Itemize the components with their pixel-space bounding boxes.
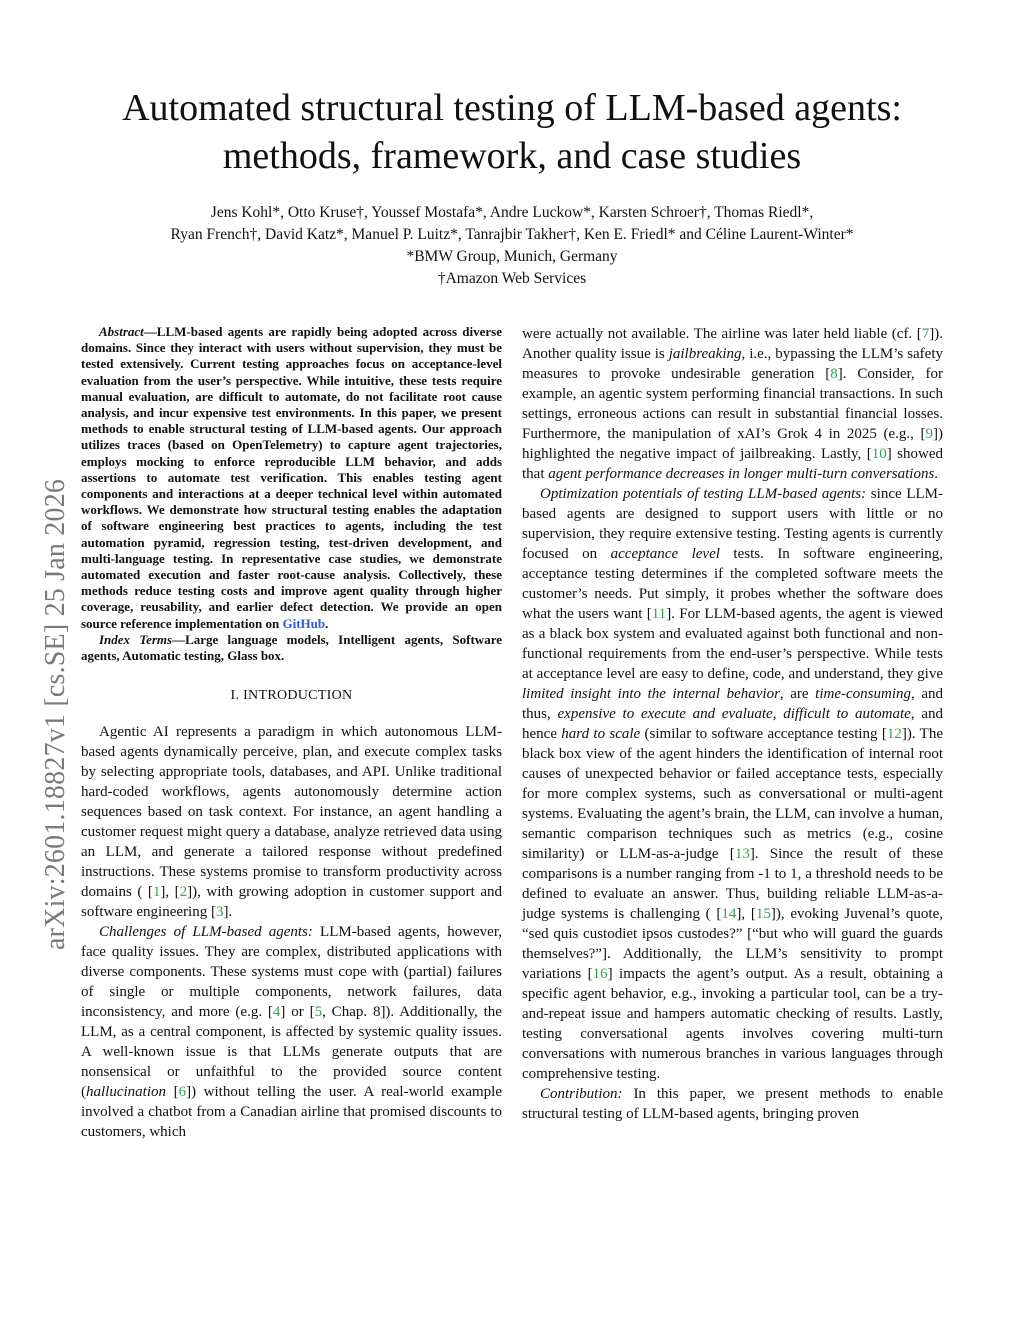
opt-text-e: , and thus,: [522, 686, 943, 722]
index-terms: [81, 632, 502, 664]
opt-text-g: , and hence: [522, 706, 943, 742]
opt-text-i: ]). The black box view of the agent hinders the identification of internal root causes of unexpected behavior or failed acceptance tests, especially for more complex systems, such as conversational or multi-agent systems. Evaluating the agent’s brain, the LLM, can involve a human, semantic comparison techniques such as metrics (e.g., cosine similarity) or LLM-as-a-judge [: [522, 726, 943, 862]
citation-3[interactable]: 3: [215, 904, 224, 921]
contribution-text: In this paper, we present methods to enable structural testing of LLM-based agents, bringing proven: [522, 1086, 943, 1122]
challenges-text-d: [: [166, 1084, 179, 1101]
citation-7[interactable]: 7: [921, 326, 930, 342]
opt-text-h: (similar to software acceptance testing [: [640, 726, 887, 742]
challenges-label: Challenges of LLM-based agents:: [99, 924, 313, 941]
index-terms-label: Index Terms: [99, 631, 173, 647]
citation-13[interactable]: 13: [734, 846, 750, 862]
opt-text-a: since LLM-based agents are designed to support users with little or no supervision, they require extensive testing. Testing agents is currently focused on: [522, 486, 944, 562]
abstract-end: .: [325, 615, 329, 631]
right-text-f: ] showed that: [522, 446, 943, 482]
right-text-c: , i.e., bypassing the LLM’s safety measures to provoke undesirable generation [: [522, 346, 943, 382]
right-text-d: ]. Consider, for example, an agentic system performing financial transactions. In such settings, erroneous actions can result in substantial financial losses. Furthermore, the manipulation of xAI’s Grok 4 in 2025 (e.g., [: [522, 366, 943, 442]
abstract-label: Abstract: [99, 324, 144, 339]
citation-6[interactable]: 6: [178, 1084, 187, 1101]
abstract: [81, 324, 502, 632]
arxiv-identifier: arXiv:2601.18827v1 [cs.SE] 25 Jan 2026: [40, 478, 71, 950]
section-heading-introduction: I. INTRODUCTION: [230, 688, 353, 704]
citation-10[interactable]: 10: [871, 446, 887, 462]
right-text-a: were actually not available. The airline was later held liable (cf. [: [522, 326, 922, 342]
opt-text-l: ]), evoking Juvenal’s quote, “sed quis custodiet ipsos custodes?” [“but who will guard the guards themselves?”]. Additionally, the LLM’s sensitivity to prompt variations [: [522, 906, 943, 982]
challenges-text-c: , Chap. 8]). Additionally, the LLM, as a central component, is affected by systemic quality issues. A well-known issue is that LLMs generate outputs that are nonsensical or unfaithful to the provided source content (: [81, 1004, 502, 1101]
citation-9[interactable]: 9: [925, 426, 933, 442]
citation-16[interactable]: 16: [592, 966, 608, 982]
challenges-text-b: ] or [: [280, 1004, 315, 1021]
hard-to-scale-emphasis: hard to scale: [561, 726, 641, 742]
opt-text-b: tests. In software engineering, acceptance testing determines if the completed software meets the customer’s needs. Put simply, it probes whether the software does what the users want [: [522, 546, 943, 622]
intro-text-c: ]), with growing adoption in customer support and software engineering [: [81, 884, 502, 921]
acceptance-level-term: acceptance level: [610, 546, 720, 562]
author-block: [80, 202, 944, 290]
right-text-e: ]) highlighted the negative impact of jailbreaking. Lastly, [: [522, 426, 943, 462]
github-link[interactable]: GitHub: [282, 615, 326, 631]
citation-15[interactable]: 15: [755, 906, 771, 922]
intro-text-d: ].: [223, 904, 233, 921]
opt-text-j: ]. Since the result of these comparisons is a number ranging from -1 to 1, a threshold needs to be defined to evaluate an answer. Thus, building reliable LLM-as-a-judge systems is challenging ( [: [522, 846, 944, 922]
opt-text-k: ], [: [736, 906, 756, 922]
intro-text-a: Agentic AI represents a paradigm in which autonomous LLM-based agents dynamically perceive, plan, and execute complex tasks by selecting appropriate tools, databases, and API. Unlike traditional hard-coded workflows, agents autonomously determine action sequences based on task context. For instance, an agent handling a customer request might query a database, analyze retrieved data using an LLM, and generate a tailored response without predefined instructions. These systems promise to transform productivity across domains ( [: [81, 724, 502, 901]
citation-1[interactable]: 1: [152, 884, 161, 901]
citation-8[interactable]: 8: [830, 366, 838, 382]
intro-paragraph-1: [81, 722, 502, 922]
citation-11[interactable]: 11: [651, 606, 667, 622]
opt-text-f: ,: [772, 706, 784, 722]
optimization-paragraph: [522, 484, 943, 1084]
limited-insight-emphasis: limited insight into the internal behavior: [522, 686, 780, 702]
opt-text-d: , are: [779, 686, 816, 702]
expensive-emphasis: expensive to execute and evaluate: [557, 706, 773, 722]
performance-emphasis: agent performance decreases in longer multi-turn conversations: [548, 466, 935, 482]
affiliation-bmw: *BMW Group, Munich, Germany: [406, 248, 618, 265]
citation-2[interactable]: 2: [179, 884, 188, 901]
title-line-1: Automated structural testing of LLM-based agents:: [122, 87, 902, 129]
citation-5[interactable]: 5: [314, 1004, 323, 1021]
challenges-paragraph: [81, 922, 502, 1142]
index-terms-text: —Large language models, Intelligent agents, Software agents, Automatic testing, Glass box.: [81, 631, 502, 664]
opt-text-c: ]. For LLM-based agents, the agent is viewed as a black box system and evaluated against both functional and non-functional requirements from the end-user’s perspective. While tests at acceptance level are easy to define, code, and understand, they give: [522, 606, 943, 682]
affiliation-aws: †Amazon Web Services: [437, 270, 587, 287]
title-line-2: methods, framework, and case studies: [222, 135, 802, 177]
authors-line-1: Jens Kohl*, Otto Kruse†, Youssef Mostafa*, Andre Luckow*, Karsten Schroer†, Thomas Riedl*,: [210, 204, 814, 221]
intro-text-b: ], [: [160, 884, 180, 901]
challenges-text-e: ]) without telling the user. A real-world example involved a chatbot from a Canadian airline that promised discounts to customers, which: [81, 1084, 502, 1141]
contribution-paragraph: [522, 1084, 943, 1124]
right-text-b: ]). Another quality issue is: [522, 326, 943, 362]
left-column: [81, 324, 502, 1142]
right-text-g: .: [934, 466, 939, 482]
opt-text-m: ] impacts the agent’s output. As a result, obtaining a specific agent behavior, e.g., invoking a particular tool, can be a try-and-repeat issue and hampers automatic checking of results. Lastly, testing conversational agents involves covering multi-turn conversations with numerous branches in various languages through comprehensive testing.: [522, 966, 943, 1082]
right-column: [522, 324, 943, 1124]
jailbreaking-term: jailbreaking: [668, 346, 742, 362]
citation-12[interactable]: 12: [886, 726, 902, 742]
citation-4[interactable]: 4: [272, 1004, 281, 1021]
difficult-emphasis: difficult to automate: [783, 706, 911, 722]
time-consuming-emphasis: time-consuming: [815, 686, 911, 702]
right-paragraph-1: [522, 324, 943, 484]
optimization-label: Optimization potentials of testing LLM-based agents:: [540, 486, 867, 502]
abstract-text: —LLM-based agents are rapidly being adopted across diverse domains. Since they interact with users without supervision, they must be tested extensively. Current testing approaches focus on acceptance-level evaluation from the user’s perspective. While intuitive, these tests require manual evaluation, are difficult to automate, do not facilitate root cause analysis, and incur expensive test environments. In this paper, we present methods to enable structural testing of LLM-based agents. Our approach utilizes traces (based on OpenTelemetry) to capture agent trajectories, employs mocking to enforce reproducible LLM behavior, and adds assertions to automate test verification. This enables testing agent components and interactions at a deeper technical level within automated workflows. We demonstrate how structural testing enables the adaptation of software engineering best practices to agents, including the test automation pyramid, regression testing, test-driven development, and multi-language testing. In representative case studies, we demonstrate automated execution and faster root-cause analysis. Collectively, these methods reduce testing costs and improve agent quality through higher coverage, reusability, and earlier defect detection. We provide an open source reference implementation on: [81, 324, 502, 631]
hallucination-term: hallucination: [86, 1084, 166, 1101]
citation-14[interactable]: 14: [721, 906, 737, 922]
paper-title: [80, 84, 944, 180]
authors-line-2: Ryan French†, David Katz*, Manuel P. Luitz*, Tanrajbir Takher†, Ken E. Friedl* and Céline Laurent-Winter*: [170, 226, 854, 243]
challenges-text-a: LLM-based agents, however, face quality issues. They are complex, distributed applications with diverse components. These systems must cope with (partial) failures of single or multiple components, network failures, data inconsistency, and more (e.g. [: [81, 924, 502, 1021]
contribution-label: Contribution:: [540, 1086, 623, 1102]
